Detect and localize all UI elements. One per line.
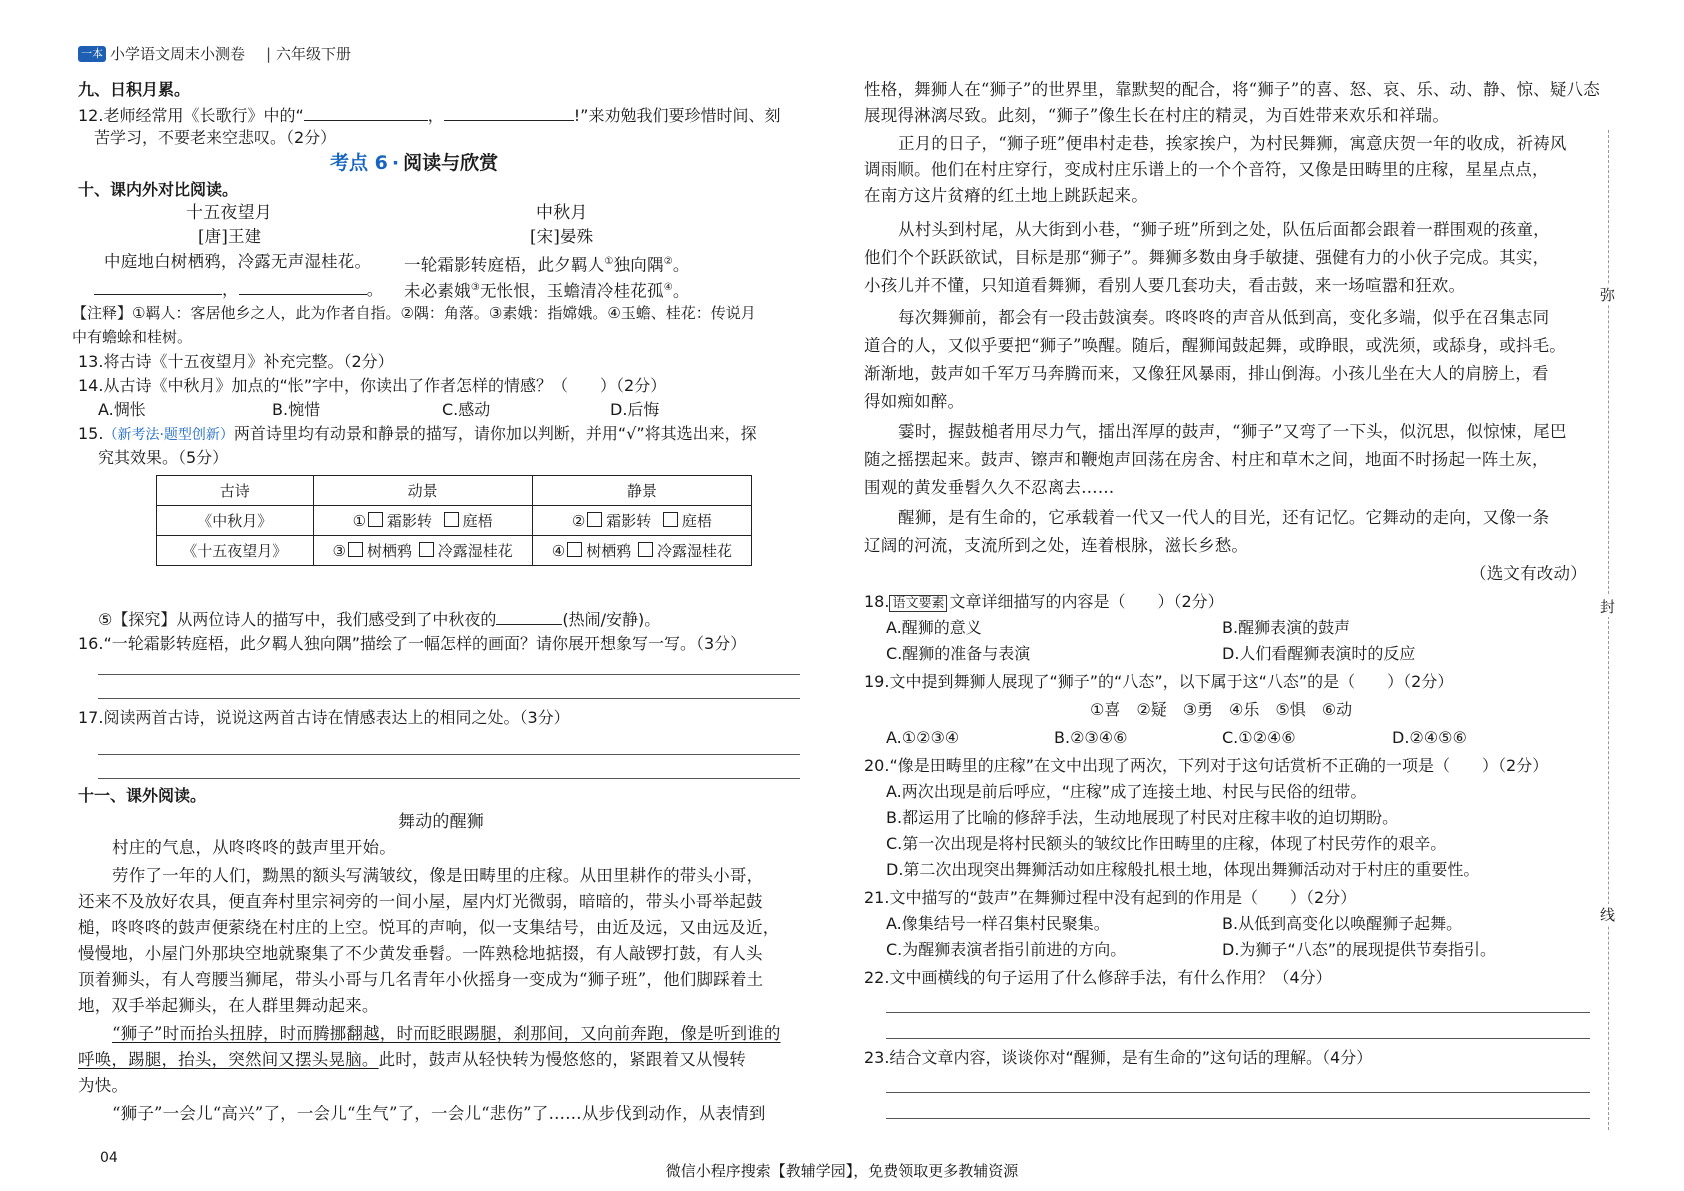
- paragraph-2-line: 劳作了一年的人们，黝黑的额头写满皱纹，像是田畴里的庄稼。从田里耕作的带头小哥，: [112, 866, 764, 885]
- section-9-heading: 九、日积月累。: [78, 80, 191, 99]
- paragraph-7-line: 得如痴如醉。: [864, 392, 965, 411]
- poem-1-line-1: 中庭地白树栖鸦，冷露无声湿桂花。: [104, 252, 372, 271]
- q18-option-c[interactable]: C.醒狮的准备与表演: [886, 644, 1031, 663]
- q14-option-b[interactable]: B.惋惜: [272, 400, 321, 419]
- table-row: 《中秋月》 ① 霜影转 庭梧 ② 霜影转 庭梧: [157, 506, 752, 536]
- annotation-line-2: 中有蟾蜍和桂树。: [72, 328, 193, 346]
- answer-blank[interactable]: [444, 102, 574, 121]
- paragraph-5-line: 调雨顺。他们在村庄穿行，变成村庄乐谱上的一个个音符，又像是田畴里的庄稼，星星点点，: [864, 160, 1549, 179]
- answer-line[interactable]: [886, 1092, 1590, 1093]
- answer-blank[interactable]: [304, 102, 428, 121]
- paragraph-5-line: 在南方这片贫瘠的红土地上跳跃起来。: [864, 186, 1148, 205]
- new-type-tag: （新考法·题型创新）: [103, 427, 234, 443]
- answer-blank[interactable]: [496, 606, 562, 625]
- q20-option-b[interactable]: B.都运用了比喻的修辞手法，生动地展现了村民对庄稼丰收的迫切期盼。: [886, 808, 1399, 827]
- literacy-tag: 语文要素: [889, 595, 947, 612]
- paragraph-2-line: 槌，咚咚咚的鼓声便萦绕在村庄的上空。悦耳的声响，似一支集结号，由近及远，又由远及近，: [78, 918, 780, 937]
- table-header-row: [157, 476, 752, 506]
- checkbox[interactable]: [348, 542, 363, 557]
- table-row: 《十五夜望月》 ③ 树栖鸦 冷露湿桂花 ④ 树栖鸦 冷露湿桂花: [157, 536, 752, 566]
- paragraph-4-cont: 性格，舞狮人在“狮子”的世界里，靠默契的配合，将“狮子”的喜、怒、哀、乐、动、静、惊、疑八态: [864, 80, 1600, 99]
- paragraph-5-line: 正月的日子，“狮子班”便串村走巷，挨家挨户，为村民舞狮，寓意庆贺一年的收成，祈祷风: [898, 134, 1567, 153]
- paragraph-2-line: 还来不及放好农具，便直奔村里宗祠旁的一间小屋，屋内灯光微弱，暗暗的，带头小哥举起鼓: [78, 892, 763, 911]
- question-14: 14.从古诗《中秋月》加点的“怅”字中，你读出了作者怎样的情感？（ ）（2分）: [78, 376, 667, 395]
- checkbox[interactable]: [663, 512, 678, 527]
- poem-2-line-1: 一轮霜影转庭梧，此夕羁人①独向隅②。: [404, 255, 690, 275]
- checkbox[interactable]: [368, 512, 383, 527]
- paragraph-7-line: 渐渐地，鼓声如千军万马奔腾而来，又像狂风暴雨，排山倒海。小孩儿坐在大人的肩膀上，看: [864, 364, 1549, 383]
- q21-option-b[interactable]: B.从低到高变化以唤醒狮子起舞。: [1222, 914, 1463, 933]
- grade-label: 六年级下册: [276, 45, 352, 63]
- question-20: 20.“像是田畴里的庄稼”在文中出现了两次，下列对于这句话赏析不正确的一项是（ ）（2分）: [864, 756, 1549, 775]
- answer-line[interactable]: [886, 1118, 1590, 1119]
- question-23: 23.结合文章内容，谈谈你对“醒狮，是有生命的”这句话的理解。（4分）: [864, 1048, 1373, 1067]
- header-separator: |: [266, 45, 272, 63]
- question-18: 18. 语文要素 文章详细描写的内容是（ ）（2分）: [864, 592, 1224, 611]
- poem-2-title: 中秋月: [536, 203, 588, 223]
- underlined-sentence: 呼唤，踢腿，抬头，突然间又摆头晃脑。: [78, 1050, 379, 1069]
- checkbox[interactable]: [444, 512, 459, 527]
- checkbox[interactable]: [587, 512, 602, 527]
- paragraph-4-cont: 展现得淋漓尽致。此刻，“狮子”像生长在村庄的精灵，为百姓带来欢乐和祥瑞。: [864, 106, 1450, 125]
- paragraph-2-line: 顶着狮头，有人弯腰当狮尾，带头小哥与几名青年小伙摇身一变成为“狮子班”，他们脚踩着土: [78, 970, 764, 989]
- annotation-line-1: 【注释】①羁人：客居他乡之人，此为作者自指。②隅：角落。③素娥：指嫦娥。④玉蟾、桂花：传说月: [72, 304, 756, 322]
- paragraph-4-line: “狮子”一会儿“高兴”了，一会儿“生气”了，一会儿“悲伤”了……从步伐到动作，从表情到: [112, 1104, 766, 1123]
- paragraph-8-line: 霎时，握鼓槌者用尽力气，擂出浑厚的鼓声，“狮子”又弯了一下头，似沉思，似惊悚，尾巴: [898, 422, 1567, 441]
- q21-option-c[interactable]: C.为醒狮表演者指引前进的方向。: [886, 940, 1127, 959]
- binding-char: 线: [1600, 906, 1616, 924]
- paragraph-3-line: 为快。: [78, 1076, 129, 1095]
- paragraph-7-line: 每次舞狮前，都会有一段击鼓演奏。咚咚咚的声音从低到高，变化多端，似乎在召集志同: [898, 308, 1550, 327]
- q20-option-a[interactable]: A.两次出现是前后呼应，“庄稼”成了连接土地、村民与民俗的纽带。: [886, 782, 1367, 801]
- paragraph-2-line: 慢慢地，小屋门外那块空地就聚集了不少黄发垂髫。一阵熟稔地掂掇，有人敲锣打鼓，有人头: [78, 944, 763, 963]
- question-15: 15.（新考法·题型创新）两首诗里均有动景和静景的描写，请你加以判断，并用“√”将其选出来，探: [78, 424, 757, 443]
- paragraph-8-line: 围观的黄发垂髫久久不忍离去……: [864, 478, 1115, 497]
- binding-line: [1608, 130, 1609, 1130]
- topic-heading: 考点 6 · 阅读与欣赏: [330, 152, 499, 174]
- answer-line[interactable]: [98, 698, 800, 699]
- poem-1-author: [唐]王建: [198, 227, 262, 246]
- answer-line[interactable]: [886, 1038, 1590, 1039]
- question-21: 21.文中描写的“鼓声”在舞狮过程中没有起到的作用是（ ）（2分）: [864, 888, 1357, 907]
- q21-option-d[interactable]: D.为狮子“八态”的展现提供节奏指引。: [1222, 940, 1496, 959]
- section-10-heading: 十、课内外对比阅读。: [78, 180, 239, 199]
- question-12-cont: 苦学习，不要老来空悲叹。（2分）: [94, 128, 337, 147]
- checkbox[interactable]: [419, 542, 434, 557]
- question-12: 12.老师经常用《长歌行》中的“ ， !”来劝勉我们要珍惜时间、刻: [78, 102, 780, 128]
- q19-items: ①喜 ②疑 ③勇 ④乐 ⑤惧 ⑥动: [1090, 700, 1353, 719]
- series-title: 小学语文周末小测卷: [110, 45, 246, 63]
- paragraph-9-line: 醒狮，是有生命的，它承载着一代又一代人的目光，还有记忆。它舞动的走向，又像一条: [898, 508, 1550, 527]
- paragraph-6-line: 从村头到村尾，从大街到小巷，“狮子班”所到之处，队伍后面都会跟着一群围观的孩童，: [898, 220, 1550, 239]
- q20-option-d[interactable]: D.第二次出现突出舞狮活动如庄稼般扎根土地，体现出舞狮活动对于村庄的重要性。: [886, 860, 1480, 879]
- q14-option-a[interactable]: A.惆怅: [98, 400, 146, 419]
- paragraph-8-line: 随之摇摆起来。鼓声、镲声和鞭炮声回荡在房舍、村庄和草木之间，地面不时扬起一阵土灰，: [864, 450, 1549, 469]
- q19-option-d[interactable]: D.②④⑤⑥: [1392, 728, 1467, 747]
- binding-char: 封: [1600, 598, 1616, 616]
- footer-promo: 微信小程序搜索【教辅学园】，免费领取更多教辅资源: [665, 1162, 1019, 1180]
- q20-option-c[interactable]: C.第一次出现是将村民额头的皱纹比作田畴里的庄稼，体现了村民劳作的艰辛。: [886, 834, 1447, 853]
- q18-option-d[interactable]: D.人们看醒狮表演时的反应: [1222, 644, 1416, 663]
- poem-1-title: 十五夜望月: [186, 203, 272, 223]
- poem-2-line-2: 未必素娥③无怅恨，玉蟾清冷桂花孤④。: [404, 281, 690, 301]
- answer-line[interactable]: [98, 674, 800, 675]
- poem-2-author: [宋]晏殊: [530, 227, 594, 246]
- poem-1-line-2: ， 。: [94, 276, 383, 302]
- answer-blank[interactable]: [94, 276, 222, 295]
- question-13: 13.将古诗《十五夜望月》补充完整。（2分）: [78, 352, 394, 371]
- table-header: 静景: [532, 476, 751, 506]
- paragraph-6-line: 小孩儿并不懂，只知道看舞狮，看别人要几套功夫，看击鼓，来一场喧嚣和狂欢。: [864, 276, 1466, 295]
- question-16: 16.“一轮霜影转庭梧，此夕羁人独向隅”描绘了一幅怎样的画面？请你展开想象写一写。（3分）: [78, 634, 747, 653]
- scene-table: [156, 475, 752, 566]
- paragraph-1: 村庄的气息，从咚咚咚的鼓声里开始。: [112, 838, 396, 857]
- paragraph-6-line: 他们个个跃跃欲试，目标是那“狮子”。舞狮多数由身手敏捷、强健有力的小伙子完成。其实，: [864, 248, 1550, 267]
- question-22: 22.文中画横线的句子运用了什么修辞手法，有什么作用？（4分）: [864, 968, 1332, 987]
- paragraph-3-line: 呼唤，踢腿，抬头，突然间又摆头晃脑。此时，鼓声从轻快转为慢悠悠的，紧跟着又从慢转: [78, 1050, 747, 1069]
- question-17: 17.阅读两首古诗，说说这两首古诗在情感表达上的相同之处。（3分）: [78, 708, 570, 727]
- q19-option-b[interactable]: B.②③④⑥: [1054, 728, 1128, 747]
- article-title: 舞动的醒狮: [398, 812, 484, 832]
- paragraph-2-line: 地，双手举起狮头，在人群里舞动起来。: [78, 996, 379, 1015]
- answer-line[interactable]: [98, 778, 800, 779]
- checkbox[interactable]: [567, 542, 582, 557]
- question-15-cont: 究其效果。（5分）: [98, 448, 229, 467]
- answer-line[interactable]: [886, 1012, 1590, 1013]
- q18-option-a[interactable]: A.醒狮的意义: [886, 618, 982, 637]
- underlined-sentence: “狮子”时而抬头扭脖，时而腾挪翻越，时而眨眼踢腿，刹那间，又向前奔跑，像是听到谁的: [112, 1024, 781, 1043]
- q18-option-b[interactable]: B.醒狮表演的鼓声: [1222, 618, 1351, 637]
- paragraph-9-line: 辽阔的河流，支流所到之处，连着根脉，滋长乡愁。: [864, 536, 1249, 555]
- source-note: （选文有改动）: [1470, 564, 1587, 583]
- page-number: 04: [100, 1150, 118, 1166]
- q19-option-a[interactable]: A.①②③④: [886, 728, 960, 747]
- paragraph-7-line: 道合的人，又似乎要把“狮子”唤醒。随后，醒狮闻鼓起舞，或睁眼，或洗须，或舔身，或抖毛。: [864, 336, 1566, 355]
- checkbox[interactable]: [638, 542, 653, 557]
- question-19: 19.文中提到舞狮人展现了“狮子”的“八态”，以下属于这“八态”的是（ ）（2分）: [864, 672, 1454, 691]
- question-15-explore: ⑤【探究】从两位诗人的描写中，我们感受到了中秋夜的 (热闹/安静)。: [98, 606, 660, 632]
- answer-line[interactable]: [98, 754, 800, 755]
- series-badge: 一本: [78, 46, 106, 62]
- binding-char: 弥: [1600, 286, 1616, 304]
- q21-option-a[interactable]: A.像集结号一样召集村民聚集。: [886, 914, 1110, 933]
- table-header: 古诗: [157, 476, 314, 506]
- q14-option-c[interactable]: C.感动: [442, 400, 491, 419]
- section-11-heading: 十一、课外阅读。: [78, 786, 207, 805]
- answer-blank[interactable]: [239, 276, 367, 295]
- q14-option-d[interactable]: D.后悔: [610, 400, 660, 419]
- table-header: 动景: [313, 476, 532, 506]
- q19-option-c[interactable]: C.①②④⑥: [1222, 728, 1296, 747]
